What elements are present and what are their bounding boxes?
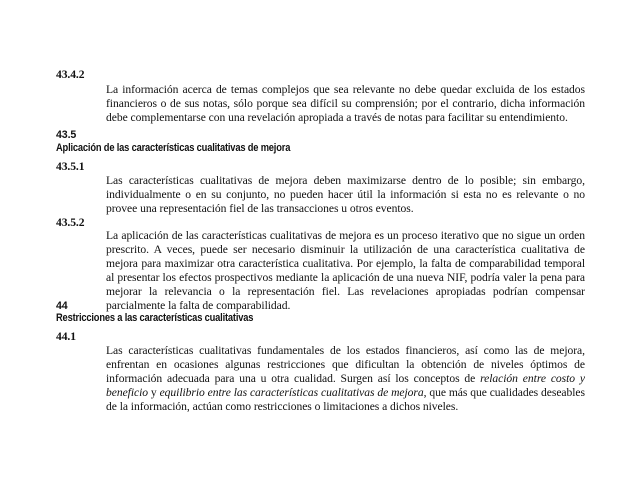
paragraph-44-1-emphasis-cost-benefit: relación entre costo y beneficio (106, 372, 586, 400)
section-number-43-5: 43.5 (56, 129, 77, 141)
paragraph-44-1-emphasis-balance: equilibrio entre las características cualitativas de mejora (159, 386, 424, 400)
paragraph-44-1 (106, 344, 585, 414)
paragraph-43-4-2: La información acerca de temas complejos que sea relevante no debe quedar excluida de los estados financieros o de sus notas, sólo porque sea difícil su comprensión; por el contrario, dicha información debe complementarse con una revelación apropiada a través de notas para facilitar su entendimiento. (106, 83, 585, 125)
section-number-44: 44 (56, 300, 68, 312)
section-number-43-5-1: 43.5.1 (56, 160, 85, 173)
paragraph-43-5-1: Las características cualitativas de mejora deben maximizarse dentro de lo posible; sin embargo, individualmente o en su conjunto, no pueden hacer útil la información si esta no es relevante o no provee una representación fiel de las transacciones u otros eventos. (106, 174, 585, 216)
paragraph-44-1-text-middle: y (148, 386, 160, 400)
paragraph-44-1-text-before: Las características cualitativas fundamentales de los estados financieros, así como las de mejora, enfrentan en ocasiones algunas restricciones que dificultan la obtención de niveles óptimos de información adecuada para una u otra cualidad. Surgen así los conceptos de (106, 344, 585, 386)
section-number-43-4-2: 43.4.2 (56, 68, 85, 81)
section-title-44: Restricciones a las características cualitativas (56, 312, 254, 324)
section-title-43-5: Aplicación de las características cualitativas de mejora (56, 142, 291, 154)
paragraph-44-1-text-after: , que más que cualidades deseables de la información, actúan como restricciones o limitaciones a dichos niveles. (106, 386, 585, 414)
paragraph-43-5-2: La aplicación de las características cualitativas de mejora es un proceso iterativo que no sigue un orden prescrito. A veces, puede ser necesario disminuir la utilización de una característica cualitativa de mejora para maximizar otra característica cualitativa. Por ejemplo, la falta de comparabilidad temporal al presentar los efectos prospectivos mediante la aplicación de una nueva NIF, podría valer la pena para mejorar la relevancia o la representación fiel. Las revelaciones apropiadas podrían compensar parcialmente la falta de comparabilidad. (106, 229, 585, 313)
section-number-44-1: 44.1 (56, 330, 76, 343)
section-number-43-5-2: 43.5.2 (56, 216, 85, 229)
